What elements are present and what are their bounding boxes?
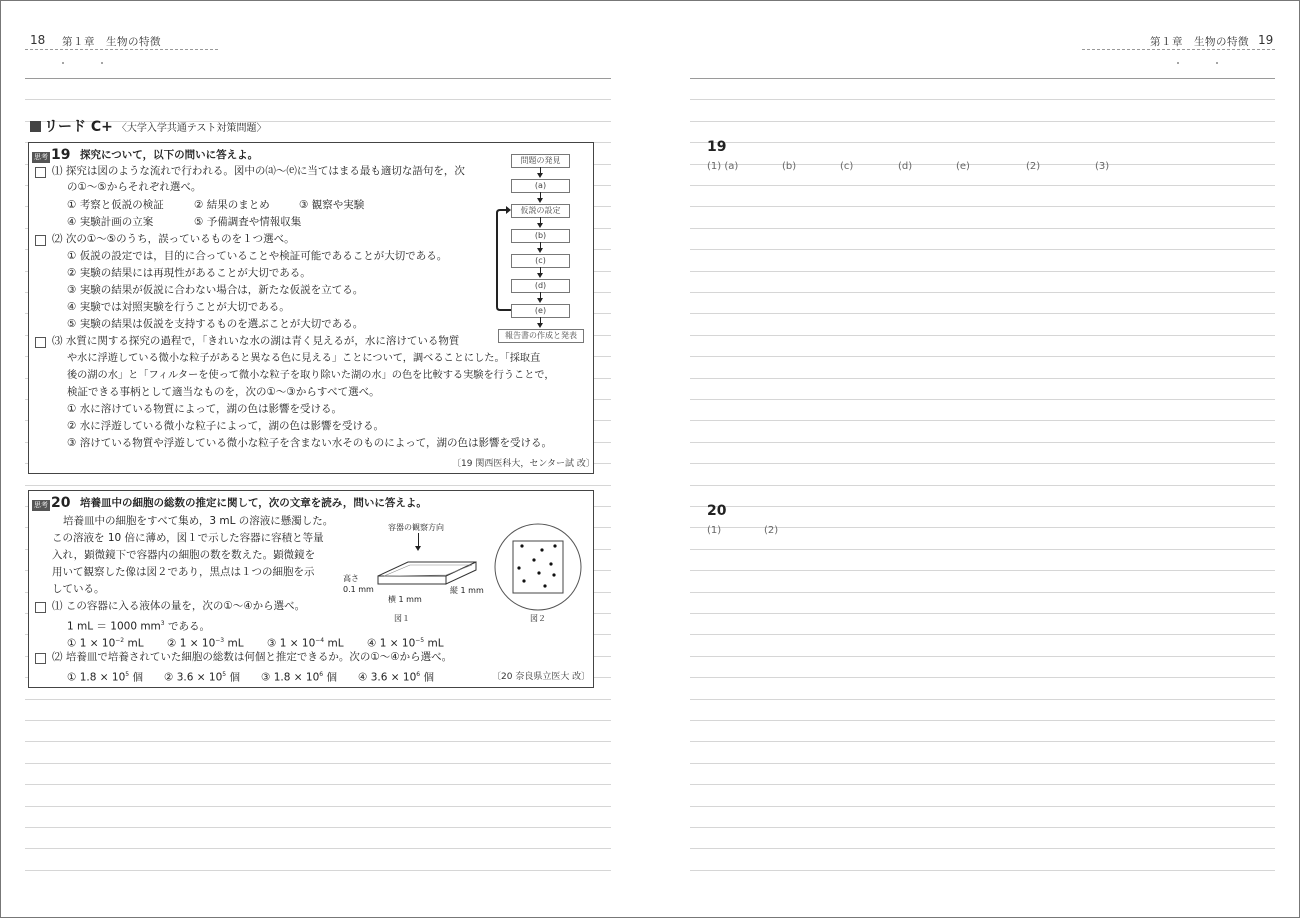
q19-source: 〔19 関西医科大，センター試 改〕 — [452, 459, 595, 469]
flow-arrow-icon — [537, 273, 543, 278]
ruled-line — [25, 827, 611, 828]
ruled-line — [690, 592, 1275, 593]
flow-hypothesis-setting: 仮説の設定 — [511, 204, 570, 218]
ruled-line — [690, 613, 1275, 614]
q20-1-option-1 — [67, 634, 144, 651]
flow-problem-discovery: 問題の発見 — [511, 154, 570, 168]
flow-step-b: (b) — [511, 229, 570, 243]
fig1-height-value: 0.1 mm — [343, 585, 374, 594]
opt-exp: −2 — [115, 637, 125, 644]
answer-20-label-1[interactable]: (1) — [707, 525, 722, 536]
ruled-line — [690, 228, 1275, 229]
answer-19-label-e[interactable]: (e) — [956, 161, 970, 172]
ruled-line — [25, 870, 611, 871]
ruled-line — [690, 249, 1275, 250]
opt-text: ① 1 × 10 — [67, 637, 116, 650]
opt-unit: 個 — [132, 671, 143, 684]
q20-1-conversion: 1 mL ＝ 1000 mm — [67, 620, 161, 633]
ruled-line — [690, 271, 1275, 272]
opt-text: ② 3.6 × 10 — [164, 671, 223, 684]
ruled-line — [690, 827, 1275, 828]
q19-3-line3: 後の湖の水」と「フィルターを使って微小な粒子を取り除いた湖の水」の色を比較する実験を行うことで， — [67, 370, 555, 381]
ruled-line — [690, 399, 1275, 400]
fig1-direction-line — [418, 533, 419, 547]
flow-step-e: (e) — [511, 304, 570, 318]
ruled-line — [690, 570, 1275, 571]
ruled-line — [690, 806, 1275, 807]
fig1-width-label: 横 1 mm — [388, 595, 422, 604]
flow-arrow-icon — [537, 173, 543, 178]
q20-1-option-4 — [367, 634, 444, 651]
fig2-caption: 図２ — [530, 614, 546, 623]
q19-number: 19 — [51, 147, 71, 163]
ruled-line — [690, 442, 1275, 443]
ruled-line — [690, 656, 1275, 657]
lead-title: リード C+ — [44, 119, 113, 135]
ruled-line — [25, 99, 611, 100]
ruled-line — [690, 99, 1275, 100]
opt-exp: −4 — [315, 637, 325, 644]
flow-arrow-icon — [537, 323, 543, 328]
q19-3-option-1: ① 水に溶けている物質によって，湖の色は影響を受ける。 — [67, 403, 343, 415]
ruled-line — [690, 784, 1275, 785]
q19-choice-2: ② 結果のまとめ — [194, 199, 270, 211]
opt-exp: −5 — [415, 637, 425, 644]
flow-loop-arrow — [494, 205, 514, 313]
opt-text: ④ 1 × 10 — [367, 637, 416, 650]
right-chapter-title: 第１章 生物の特徴 — [1150, 36, 1249, 48]
ruled-line — [690, 292, 1275, 293]
opt-unit: mL — [327, 637, 344, 650]
answer-19-label-b[interactable]: (b) — [782, 161, 797, 172]
q19-choice-4: ④ 実験計画の立案 — [67, 216, 154, 228]
opt-exp: −3 — [215, 637, 225, 644]
opt-text: ③ 1.8 × 10 — [261, 671, 320, 684]
flow-arrow-icon — [537, 223, 543, 228]
fig1-height-label: 高さ — [343, 574, 359, 583]
ruled-line — [690, 763, 1275, 764]
ruled-line — [690, 185, 1275, 186]
q20-title: 培養皿中の細胞の総数の推定に関して，次の文章を読み，問いに答えよ。 — [80, 497, 427, 509]
flow-arrow-icon — [537, 198, 543, 203]
fig1-depth-label: 縦 1 mm — [450, 586, 484, 595]
ruled-line — [690, 121, 1275, 122]
q20-2-option-2 — [164, 668, 240, 685]
q20-thinking-tag: 思考 — [34, 501, 48, 509]
ruled-line — [25, 784, 611, 785]
q19-2-option-4: ④ 実験では対照実験を行うことが大切である。 — [67, 301, 290, 313]
fig1-caption: 図１ — [394, 614, 410, 623]
ruled-line — [690, 206, 1275, 207]
q20-text-line1: 培養皿中の細胞をすべて集め，3 mL の溶液に懸濁した。 — [63, 515, 334, 527]
lead-heading — [30, 116, 267, 136]
opt-exp: 5 — [222, 671, 227, 678]
q19-choice-1: ① 考察と仮説の検証 — [67, 199, 164, 211]
left-page-number: 18 — [30, 33, 46, 47]
q19-choice-3: ③ 観察や実験 — [299, 199, 365, 211]
q20-2-option-3 — [261, 668, 337, 685]
q20-2-option-4 — [358, 668, 434, 685]
q19-2-option-5: ⑤ 実験の結果は仮説を支持するものを選ぶことが大切である。 — [67, 318, 364, 330]
answer-19-label-3[interactable]: (3) — [1095, 161, 1110, 172]
q19-choice-5: ⑤ 予備調査や情報収集 — [194, 216, 302, 228]
left-dot-1 — [62, 62, 64, 64]
ruled-line — [25, 720, 611, 721]
ruled-line — [690, 677, 1275, 678]
opt-exp: 5 — [125, 671, 130, 678]
q19-2-line1: ⑵ 次の①～⑤のうち，誤っているものを１つ選べ。 — [52, 233, 295, 245]
ruled-line — [690, 485, 1275, 486]
q20-text-line3: 入れ，顕微鏡下で容器内の細胞の数を数えた。顕微鏡を — [52, 549, 316, 561]
right-dot-1 — [1177, 62, 1179, 64]
opt-text: ④ 3.6 × 10 — [358, 671, 417, 684]
q19-title: 探究について，以下の問いに答えよ。 — [80, 149, 259, 161]
q20-1-conversion-tail: である。 — [167, 620, 210, 633]
ruled-line — [690, 848, 1275, 849]
q19-3-option-2: ② 水に浮遊している微小な粒子によって，湖の色は影響を受ける。 — [67, 420, 385, 432]
ruled-line — [25, 763, 611, 764]
right-page-number: 19 — [1258, 33, 1274, 47]
flow-arrow-icon — [537, 298, 543, 303]
q19-2-checkbox[interactable] — [35, 235, 46, 246]
q20-2-line1: ⑵ 培養皿で培養されていた細胞の総数は何個と推定できるか。次の①～④から選べ。 — [52, 651, 453, 663]
lead-subtitle: 〈大学入学共通テスト対策問題〉 — [116, 122, 267, 134]
q19-thinking-tag: 思考 — [34, 153, 48, 161]
ruled-line — [25, 78, 611, 79]
q20-1-option-3 — [267, 634, 344, 651]
q19-3-line1: ⑶ 水質に関する探究の過程で，「きれいな水の湖は青く見えるが，水に溶けている物質 — [52, 335, 460, 347]
opt-unit: mL — [127, 637, 144, 650]
ruled-line — [690, 870, 1275, 871]
ruled-line — [690, 463, 1275, 464]
down-arrow-icon — [415, 546, 421, 551]
ruled-line — [690, 506, 1275, 507]
q20-2-checkbox[interactable] — [35, 653, 46, 664]
q20-1-checkbox[interactable] — [35, 602, 46, 613]
answer-19-number: 19 — [707, 139, 727, 155]
q19-1-line2: の①～⑤からそれぞれ選べ。 — [67, 181, 202, 193]
answer-20-label-2[interactable]: (2) — [764, 525, 779, 536]
flow-report: 報告書の作成と発表 — [498, 329, 584, 343]
q20-number: 20 — [51, 495, 71, 511]
opt-exp: 6 — [319, 671, 324, 678]
ruled-line — [690, 356, 1275, 357]
opt-unit: mL — [427, 637, 444, 650]
answer-19-label-c[interactable]: (c) — [840, 161, 854, 172]
q20-1-line1: ⑴ この容器に入る液体の量を，次の①～④から選べ。 — [52, 600, 306, 612]
ruled-line — [690, 741, 1275, 742]
right-header-dash — [1082, 49, 1275, 50]
left-dot-2 — [101, 62, 103, 64]
ruled-line — [690, 634, 1275, 635]
ruled-line — [690, 378, 1275, 379]
fig1-direction-label: 容器の観察方向 — [388, 523, 444, 532]
flow-step-c: (c) — [511, 254, 570, 268]
opt-text: ② 1 × 10 — [167, 637, 216, 650]
flow-step-a: (a) — [511, 179, 570, 193]
opt-unit: mL — [227, 637, 244, 650]
ruled-line — [690, 699, 1275, 700]
answer-19-label-2[interactable]: (2) — [1026, 161, 1041, 172]
opt-text: ① 1.8 × 10 — [67, 671, 126, 684]
ruled-line — [25, 848, 611, 849]
opt-unit: 個 — [423, 671, 434, 684]
square-icon — [30, 121, 41, 132]
q20-text-line4: 用いて観察した像は図２であり，黒点は１つの細胞を示 — [52, 566, 315, 578]
flow-arrow-icon — [537, 248, 543, 253]
opt-unit: 個 — [326, 671, 337, 684]
answer-19-label-1a[interactable]: (1) (a) — [707, 161, 739, 172]
answer-19-label-d[interactable]: (d) — [898, 161, 913, 172]
opt-text: ③ 1 × 10 — [267, 637, 316, 650]
q20-1-line2: 1 mL ＝ 1000 $mm^3$ である。 — [67, 620, 210, 633]
q20-2-option-1 — [67, 668, 143, 685]
ruled-line — [690, 78, 1275, 79]
ruled-line — [690, 142, 1275, 143]
ruled-line — [690, 335, 1275, 336]
ruled-line — [690, 549, 1275, 550]
opt-unit: 個 — [229, 671, 240, 684]
fig2-microscope-view — [493, 522, 583, 612]
q19-1-checkbox[interactable] — [35, 167, 46, 178]
q19-2-option-3: ③ 実験の結果が仮説に合わない場合は，新たな仮説を立てる。 — [67, 284, 364, 296]
left-chapter-title: 第１章 生物の特徴 — [62, 36, 161, 48]
q20-text-line5: している。 — [52, 583, 105, 595]
flow-step-d: (d) — [511, 279, 570, 293]
q19-1-line1: ⑴ 探究は図のような流れで行われる。図中の⒜～⒠に当てはまる最も適切な語句を，次 — [52, 165, 465, 177]
opt-exp: 6 — [416, 671, 421, 678]
left-header-dash — [25, 49, 218, 50]
ruled-line — [25, 485, 611, 486]
right-dot-2 — [1216, 62, 1218, 64]
q20-1-option-2 — [167, 634, 244, 651]
q19-3-line4: 検証できる事柄として適当なものを，次の①～③からすべて選べ。 — [67, 386, 380, 398]
q19-3-option-3: ③ 溶けている物質や浮遊している微小な粒子を含まない水そのものによって，湖の色は影響を受ける。 — [67, 437, 553, 449]
ruled-line — [690, 164, 1275, 165]
ruled-line — [690, 313, 1275, 314]
answer-20-number: 20 — [707, 503, 727, 519]
ruled-line — [690, 420, 1275, 421]
q20-text-line2: この溶液を 10 倍に薄め，図１で示した容器に容積と等量 — [52, 532, 324, 544]
ruled-line — [690, 720, 1275, 721]
q19-2-option-2: ② 実験の結果には再現性があることが大切である。 — [67, 267, 311, 279]
ruled-line — [25, 741, 611, 742]
q19-3-checkbox[interactable] — [35, 337, 46, 348]
q19-3-line2: や水に浮遊している微小な粒子があると異なる色に見える」ことについて，調べることにした。「採取直 — [67, 353, 541, 364]
ruled-line — [25, 806, 611, 807]
q19-2-option-1: ① 仮説の設定では，目的に合っていることや検証可能であることが大切である。 — [67, 250, 448, 262]
ruled-line — [25, 699, 611, 700]
q20-source: 〔20 奈良県立医大 改〕 — [492, 672, 591, 682]
